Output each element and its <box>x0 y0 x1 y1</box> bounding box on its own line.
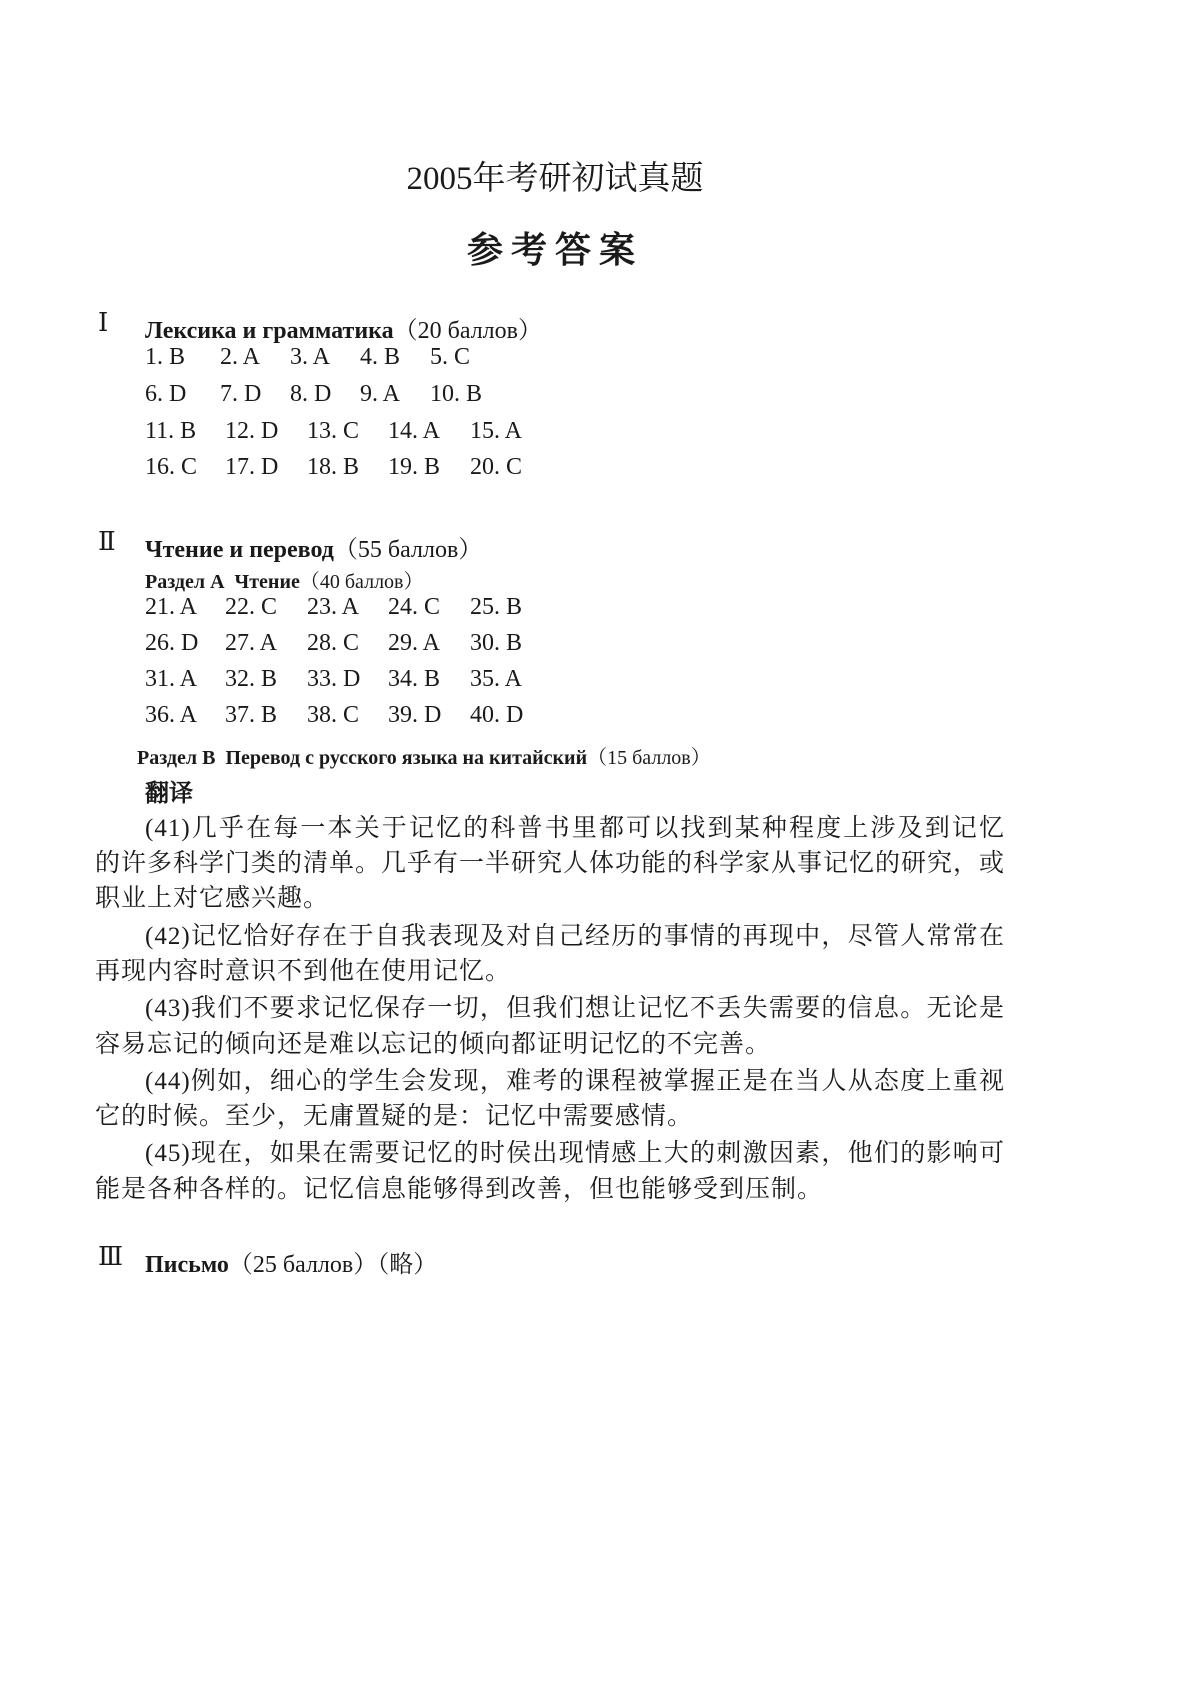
answer-item: 35. A <box>470 666 523 692</box>
translation-line: (42)记忆恰好存在于自我表现及对自己经历的事情的再现中，尽管人常常在 <box>145 923 1005 950</box>
answer-item: 7. D <box>220 381 262 407</box>
answer-item: 13. C <box>307 418 360 444</box>
section-2-title: Чтение и перевод <box>145 537 334 563</box>
section-3-numeral: Ⅲ <box>98 1242 124 1271</box>
answer-item: 22. C <box>225 594 278 620</box>
part-b-heading <box>137 741 711 770</box>
page-subtitle: 参考答案 <box>466 230 643 270</box>
answer-item: 32. B <box>225 666 278 692</box>
answer-item: 28. C <box>307 630 360 656</box>
translation-line: 容易忘记的倾向还是难以忘记的倾向都证明记忆的不完善。 <box>95 1031 772 1058</box>
part-a-points: （40 баллов） <box>299 571 424 593</box>
translation-line: 的许多科学门类的清单。几乎有一半研究人体功能的科学家从事记忆的研究，或 <box>95 850 1006 877</box>
page-title: 2005年考研初试真题 <box>406 161 704 197</box>
answer-item: 4. B <box>360 344 401 370</box>
section-2-numeral: Ⅱ <box>98 527 116 556</box>
answer-item: 17. D <box>225 454 279 480</box>
part-b-title: Раздел В Перевод с русского языка на китайский <box>137 747 588 769</box>
answer-item: 33. D <box>307 666 361 692</box>
answer-row <box>145 418 565 448</box>
answer-row <box>145 702 565 732</box>
answer-item: 21. A <box>145 594 198 620</box>
answer-item: 1. B <box>145 344 186 370</box>
translation-line: 职业上对它感兴趣。 <box>95 885 330 912</box>
answer-item: 23. A <box>307 594 360 620</box>
section-1-heading <box>145 310 542 345</box>
answer-item: 11. B <box>145 418 197 444</box>
answer-row <box>145 630 565 660</box>
answer-item: 34. B <box>388 666 441 692</box>
answer-item: 20. C <box>470 454 523 480</box>
translation-line: (41)几乎在每一本关于记忆的科普书里都可以找到某种程度上涉及到记忆 <box>145 815 1005 842</box>
answer-item: 15. A <box>470 418 523 444</box>
section-1-numeral: Ⅰ <box>98 308 109 337</box>
answer-row <box>145 454 565 484</box>
answer-item: 25. B <box>470 594 523 620</box>
section-1-title: Лексика и грамматика <box>145 318 394 344</box>
answer-item: 3. A <box>290 344 331 370</box>
translation-line: 它的时候。至少，无庸置疑的是：记忆中需要感情。 <box>95 1103 694 1130</box>
answer-item: 19. B <box>388 454 441 480</box>
answer-item: 14. A <box>388 418 441 444</box>
translation-line: (45)现在，如果在需要记忆的时侯出现情感上大的刺激因素，他们的影响可 <box>145 1140 1005 1167</box>
answer-item: 39. D <box>388 702 442 728</box>
answer-row <box>145 666 565 696</box>
translation-line: 能是各种各样的。记忆信息能够得到改善，但也能够受到压制。 <box>95 1176 824 1203</box>
answer-item: 29. A <box>388 630 441 656</box>
answer-item: 37. B <box>225 702 278 728</box>
part-a-title: Раздел А Чтение <box>145 571 300 593</box>
translation-line: 再现内容时意识不到他在使用记忆。 <box>95 958 512 985</box>
answer-item: 8. D <box>290 381 332 407</box>
section-3-title: Письмо <box>145 1252 229 1278</box>
answer-item: 40. D <box>470 702 524 728</box>
answer-row <box>145 594 565 624</box>
answer-item: 30. B <box>470 630 523 656</box>
translation-label: 翻译 <box>145 781 193 807</box>
section-2-points: （55 баллов） <box>333 537 483 563</box>
answer-item: 27. A <box>225 630 278 656</box>
answer-item: 24. C <box>388 594 441 620</box>
answer-row <box>145 344 565 374</box>
section-1-points: （20 баллов） <box>393 318 542 344</box>
part-a-heading <box>145 565 424 594</box>
section-2-heading <box>145 529 482 564</box>
answer-item: 10. B <box>430 381 483 407</box>
answer-item: 18. B <box>307 454 360 480</box>
section-3-heading <box>145 1244 437 1279</box>
answer-item: 16. C <box>145 454 198 480</box>
answer-row <box>145 381 565 411</box>
answer-item: 12. D <box>225 418 279 444</box>
answer-item: 36. A <box>145 702 198 728</box>
translation-line: (44)例如，细心的学生会发现，难考的课程被掌握正是在当人从态度上重视 <box>145 1068 1005 1095</box>
section-3-points: （25 баллов）（略） <box>228 1252 438 1278</box>
part-b-points: （15 баллов） <box>587 747 711 769</box>
answer-item: 31. A <box>145 666 198 692</box>
translation-line: (43)我们不要求记忆保存一切，但我们想让记忆不丢失需要的信息。无论是 <box>145 995 1005 1022</box>
answer-item: 6. D <box>145 381 187 407</box>
answer-item: 5. C <box>430 344 471 370</box>
answer-item: 26. D <box>145 630 199 656</box>
answer-item: 38. C <box>307 702 360 728</box>
answer-item: 9. A <box>360 381 401 407</box>
answer-item: 2. A <box>220 344 261 370</box>
